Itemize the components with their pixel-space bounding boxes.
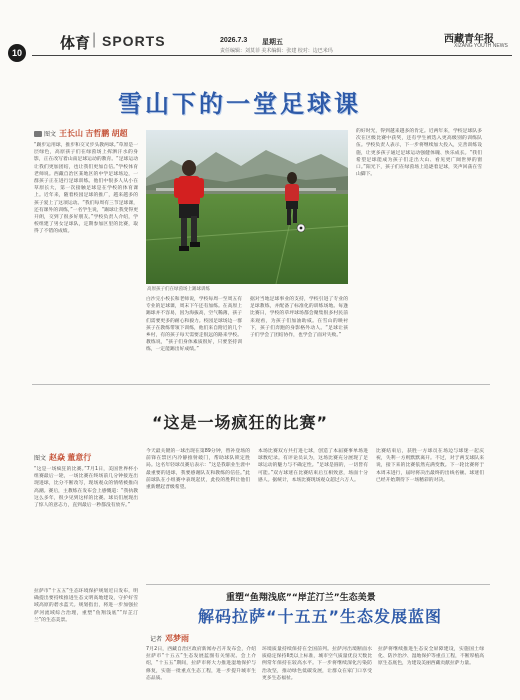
section-separator: | (92, 31, 97, 48)
article3-byline-label: 记者 (150, 637, 163, 643)
article1-headline: 雪山下的一堂足球课 (118, 91, 361, 118)
article2-column-d: 比赛结束后，获胜一方球员在场边与球迷一起庆祝，失利一方则默默离开。不过，对于两支球队来说，接下来的比赛依然充满变数。下一轮比赛将于本周末进行，届时将决出最终的出线名额。球迷们已经开始期待下一场精彩的对决。 (376, 449, 484, 483)
article1-authors: 王长山 吉哲鹏 胡超 (59, 129, 128, 138)
article2-byline (34, 452, 91, 463)
children-playing-football-photo (146, 130, 348, 284)
header-rule (32, 55, 512, 56)
newspaper-masthead-sub: XIZANG YOUTH NEWS (454, 43, 508, 49)
article1-column-right: 的好时光，得到越来越多的肯定。近两年来，学校足球队多次在区级比赛中获奖，还有学生被选入更高级别的训练队伍。学校负责人表示，下一步将继续加大投入，完善训练设施，让更多孩子通过足球运动强健体魄、快乐成长。“我们希望足球能成为孩子们走出大山、看见更广阔世界的窗口。”阳光下，孩子们在绿茵场上追逐着足球，笑声回荡在雪山脚下。 (356, 129, 482, 178)
section-divider-2 (146, 584, 490, 585)
article1-column-left: “踢步运用球，推步和交叉步头教两球。”草原是一层绿色，高原孩子们在绿茵场上挥洒汗水的身影，正在改写着山南足球运动的教育。“足球运动让我们更加团结，也让我们更加自信。”学校体育老师说。西藏自治区某地区的中学足球场边，一群孩子正在进行足球训练。他们中很多人从小在草原长大，第一次接触足球是在学校的体育课上。近年来，随着校园足球的推广，越来越多的孩子爱上了这项运动。“我们每周有三节足球课，还有课外的训练，”一名学生说，“踢球让我变得更开朗，交到了很多好朋友。”学校负责人介绍，学校组建了男女足球队，定期参加区里的比赛，取得了不错的成绩。 (34, 143, 138, 235)
issue-date: 2026.7.3 (220, 37, 248, 44)
article2-byline-label: 图文 (34, 456, 47, 462)
article2-headline: “这是一场疯狂的比赛” (152, 413, 329, 432)
section-divider-1 (32, 384, 490, 385)
newspaper-masthead: 西藏青年报 (444, 34, 494, 45)
article3-column-d: 拉萨将继续推进生态安全屏障建设，实施国土绿化、防沙治沙、湿地保护等重点工程，不断厚植高原生态底色，为建设美丽西藏贡献拉萨力量。 (378, 647, 484, 667)
camera-icon (34, 131, 42, 137)
article2-column-a: “这是一场疯狂的比赛。”7月1日，美国世界杯小组赛最后一轮，一场比赛在终场前几分钟接连出现进球，比分不断改写，现场观众的情绪被推向高潮。赛后，主教练在发布会上感慨道：“我执教这么多年，很少见到这样的比赛。球员们展现出了惊人的意志力，直到最后一秒都没有放弃。” (34, 467, 138, 509)
article2-authors: 赵焱 董意行 (49, 453, 92, 462)
article3-column-b: 7月2日，西藏自治区政府新闻办召开发布会，介绍拉萨市“十五五”生态发展蓝图有关情况。会上介绍，“十五五”期间，拉萨市将大力推进湿地保护与修复，实施一批重点生态工程，进一步提升城市生态品质。 (146, 647, 256, 681)
article1-byline (34, 128, 127, 139)
article2-column-b: 今天最关键的一球出现在第89分钟，替补登场的前锋在禁区内冷静推射破门，帮助球队锁定胜局。这名年轻球员赛后表示：“这是我职业生涯中最重要的进球，我要感谢队友和教练的信任。”此前球队在小组赛中表现起伏，此役的胜利让他们重新燃起晋级希望。 (146, 449, 250, 491)
article3-byline (150, 633, 189, 644)
article3-headline: 解码拉萨“十五五”生态发展蓝图 (198, 607, 443, 626)
article1-photo (146, 130, 348, 284)
editors-line: 责任编辑：刘莫菲 美术编辑：张建 校对：边巴米玛 (220, 48, 333, 54)
section-title-en: SPORTS (102, 33, 166, 49)
issue-weekday: 星期五 (262, 39, 283, 46)
article3-authors: 邓梦雨 (165, 634, 190, 643)
article1-byline-label: 图文 (44, 132, 57, 138)
article3-column-c: 环境质量持续保持在全国前列。拉萨河出境断面水质稳定保持Ⅱ类以上标准，城市空气质量优良天数比例常年保持在较高水平。下一步将继续深化污染防治攻坚，推动绿色低碳发展，让群众在家门口享受更多生态福祉。 (262, 647, 372, 681)
article1-column-mid1: 白沙完小校长和老师说，学校每周一至周五有专业的足球课，周末下午还有加练。在高原上踢球并不容易，因为海拔高，空气稀薄，孩子们需要更多的耐心和毅力。校园足球场边一群孩子在教练带领下训练，他们来自附近的几个乡村，有的孩子每天需要走很远的路来学校。教练说，“孩子们身体素质很好，只要坚持训练，一定能踢出好成绩。” (146, 297, 242, 353)
article2-column-c: 本场比赛双方共打进七球，创造了本届赛事单场进球数纪录。有评论员认为，这场比赛充分展现了足球运动的魅力与不确定性。“足球是圆的，一切皆有可能。”双方球迷在比赛结束后互相致意，场面十分感人。据统计，本场比赛现场观众超过六万人。 (258, 449, 368, 483)
article3-column-a: 拉萨市“十五五”生态环境保护规划近日发布，明确提出要持续推进生态文明高地建设，守护好雪域高原的碧水蓝天。规划指出，将进一步加强拉萨河流域综合治理，重塑“鱼翔浅底”“岸芷汀兰”的生态美景。 (34, 589, 138, 623)
section-title-cn: 体育 (60, 35, 91, 52)
page-number: 10 (8, 44, 26, 62)
page-header (0, 0, 520, 56)
article3-subheadline: 重塑“鱼翔浅底”“岸芷汀兰”生态美景 (226, 593, 376, 603)
article1-column-mid2: 据对当地足球事业的支持，学校引进了专业的足球教练，并配备了标准化的训练场地。每逢比赛日，学校的草坪球场都会聚集很多村民前来观看，为孩子们加油助威。在雪山的映衬下，孩子们奔跑的身影格外动人。“足球让孩子们学会了团结协作，也学会了面对失败。” (250, 297, 348, 339)
article1-photo-caption: 高原孩子们在绿茵场上踢球训练 (147, 286, 210, 291)
